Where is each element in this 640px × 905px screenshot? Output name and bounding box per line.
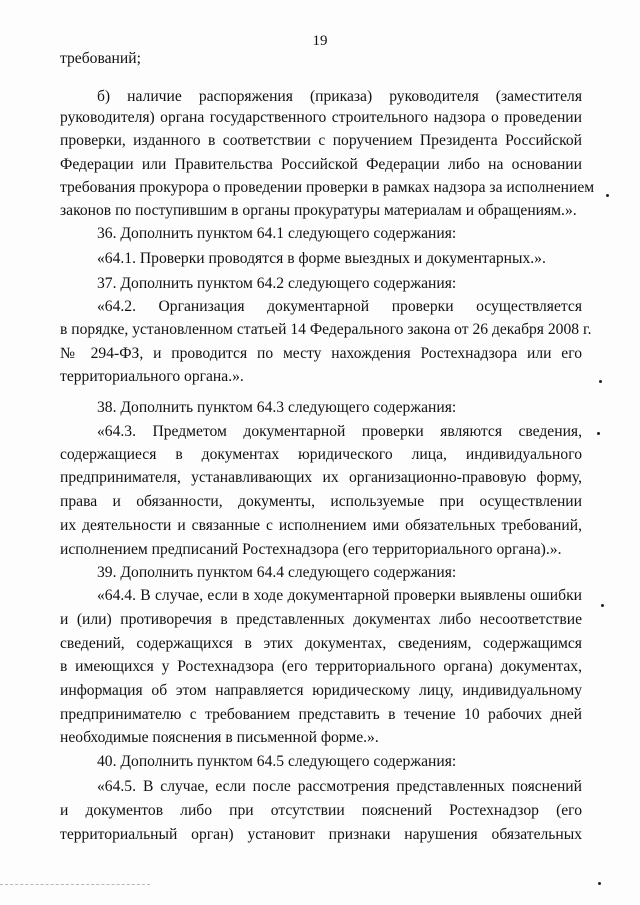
text-line: «64.5. В случае, если после рассмотрения представленных пояснений: [97, 778, 582, 795]
text-line: 39. Дополнить пунктом 64.4 следующего содержания:: [97, 564, 457, 581]
scan-speck: [598, 882, 601, 885]
scan-speck: [601, 604, 604, 607]
text-line: в имеющихся у Ростехнадзора (его территориального органа) документах,: [60, 658, 582, 675]
text-line: права и обязанности, документы, используемые при осуществлении: [60, 493, 582, 510]
text-line: содержащиеся в документах юридического лица, индивидуального: [60, 446, 582, 463]
text-line: и документов либо при отсутствии пояснений Ростехнадзор (его: [60, 802, 582, 819]
text-line: проверки, изданного в соответствии с поручением Президента Российской: [60, 132, 582, 149]
text-line: законов по поступившим в органы прокуратуры материалам и обращениям.».: [60, 202, 577, 219]
text-line: требований;: [60, 50, 141, 67]
text-line: необходимые пояснения в письменной форме.».: [60, 729, 379, 746]
text-line: «64.3. Предметом документарной проверки являются сведения,: [97, 423, 582, 440]
page-number: 19: [312, 33, 328, 49]
text-line: в порядке, установленном статьей 14 Федерального закона от 26 декабря 2008 г.: [60, 321, 592, 338]
text-line: информация об этом направляется юридическому лицу, индивидуальному: [60, 682, 582, 699]
text-line: «64.1. Проверки проводятся в форме выездных и документарных.».: [97, 250, 546, 267]
text-line: исполнением предписаний Ростехнадзора (его территориального органа).».: [60, 541, 562, 558]
text-line: Федерации или Правительства Российской Федерации либо на основании: [60, 156, 582, 173]
scan-speck: [599, 380, 602, 383]
text-line: «64.2. Организация документарной проверки осуществляется: [97, 298, 582, 315]
text-line: б) наличие распоряжения (приказа) руководителя (заместителя: [97, 88, 582, 105]
text-line: сведений, содержащихся в этих документах, сведениям, содержащимся: [60, 635, 582, 652]
text-line: «64.4. В случае, если в ходе документарной проверки выявлены ошибки: [97, 587, 582, 604]
scan-speck: [597, 432, 600, 435]
text-line: 36. Дополнить пунктом 64.1 следующего содержания:: [97, 225, 457, 242]
text-line: 37. Дополнить пунктом 64.2 следующего содержания:: [97, 275, 457, 292]
text-line: 40. Дополнить пунктом 64.5 следующего содержания:: [97, 753, 457, 770]
text-line: их деятельности и связанные с исполнением ими обязательных требований,: [60, 517, 582, 534]
text-line: территориального органа.».: [60, 368, 244, 385]
text-line: предпринимателю с требованием представить в течение 10 рабочих дней: [60, 706, 582, 723]
scan-edge-line: [0, 884, 150, 885]
scan-speck: [606, 194, 609, 197]
text-line: 38. Дополнить пунктом 64.3 следующего содержания:: [97, 399, 457, 416]
text-line: территориальный орган) установит признаки нарушения обязательных: [60, 826, 582, 843]
text-line: предпринимателя, устанавливающих их организационно-правовую форму,: [60, 469, 582, 486]
text-line: руководителя) органа государственного строительного надзора о проведении: [60, 109, 582, 126]
text-line: № 294-ФЗ, и проводится по месту нахождения Ростехнадзора или его: [60, 345, 582, 362]
text-line: и (или) противоречия в представленных документах либо несоответствие: [60, 611, 582, 628]
text-line: требования прокурора о проведении проверки в рамках надзора за исполнением: [60, 179, 595, 196]
